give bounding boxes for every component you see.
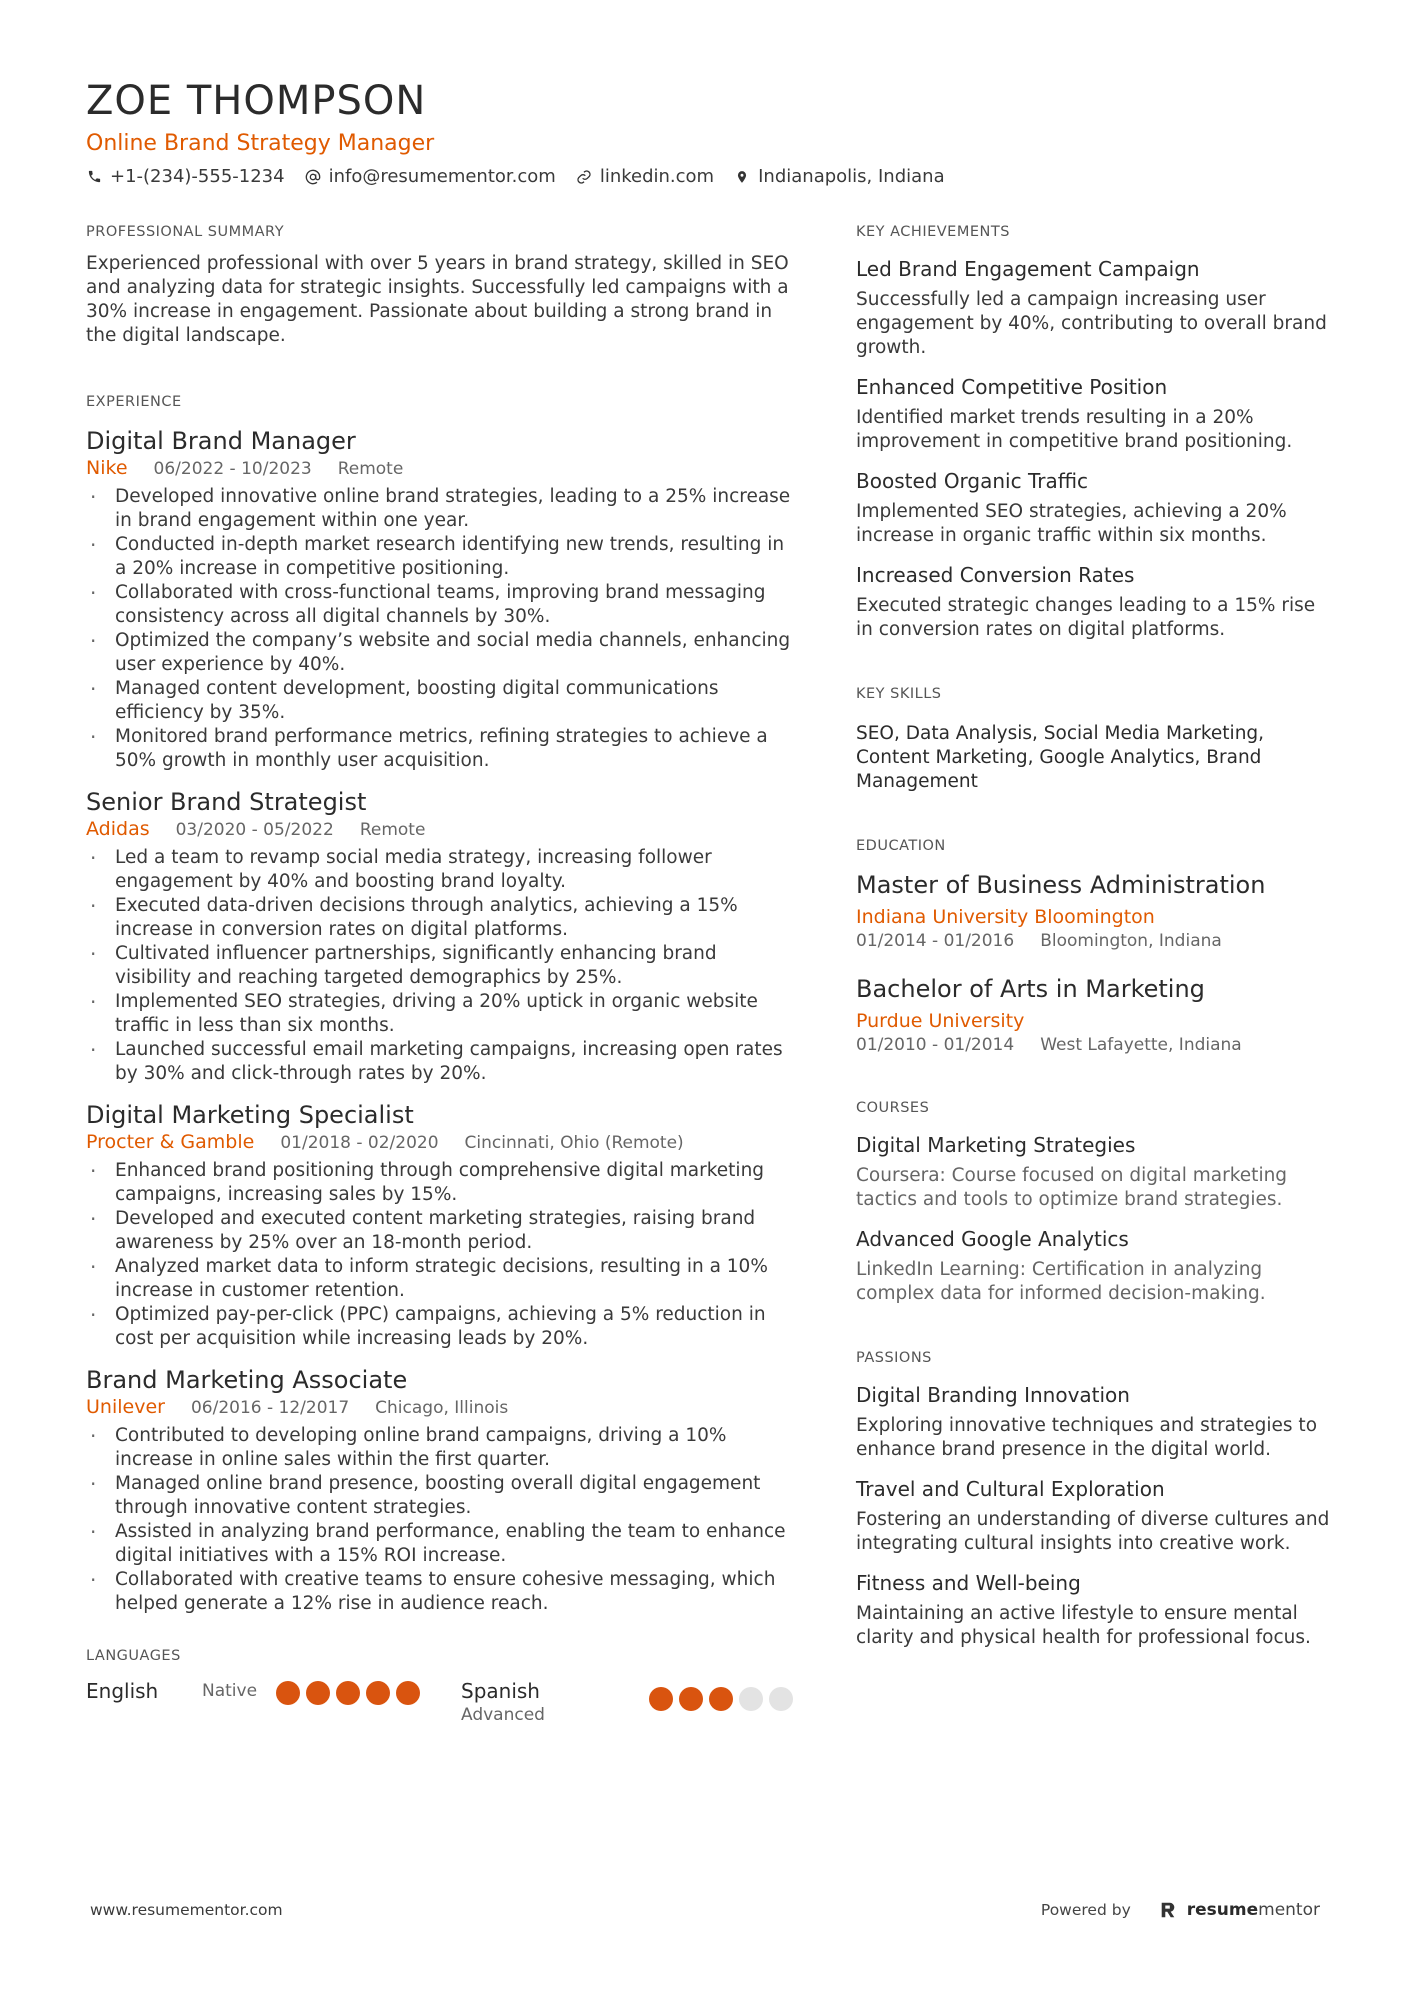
achievement-desc: Executed strategic changes leading to a 15% rise in conversion rates on digital platforms. — [856, 595, 1316, 640]
job-bullet: · Executed data-driven decisions through analytics, achieving a 15% increase in conversion rates on digital platforms. — [86, 894, 796, 942]
courses-section — [856, 1098, 1336, 1306]
job-bullet: · Collaborated with creative teams to ensure cohesive messaging, which helped generate a 12% rise in audience reach. — [86, 1568, 796, 1616]
job-meta — [86, 1395, 796, 1420]
achievement-title: Increased Conversion Rates — [856, 563, 1135, 587]
language-name: Spanish — [461, 1679, 540, 1703]
rating-dot-filled — [366, 1681, 390, 1705]
education-item — [856, 870, 1336, 952]
achievement-desc: Identified market trends resulting in a 20% improvement in competitive brand positioning. — [856, 407, 1293, 452]
rating-dot-filled — [306, 1681, 330, 1705]
education-item — [856, 974, 1336, 1056]
experience-heading: EXPERIENCE — [86, 394, 182, 410]
education-location: Bloomington, Indiana — [1040, 931, 1222, 951]
languages-section — [86, 1646, 796, 1726]
job-bullets — [86, 1159, 796, 1351]
language-rating — [649, 1687, 793, 1711]
job-location: Remote — [359, 820, 426, 840]
achievement-title: Led Brand Engagement Campaign — [856, 257, 1200, 281]
achievement-desc: Successfully led a campaign increasing user engagement by 40%, contributing to overall brand growth. — [856, 289, 1327, 358]
job-location: Cincinnati, Ohio (Remote) — [464, 1133, 684, 1153]
course-item — [856, 1132, 1336, 1212]
course-title: Advanced Google Analytics — [856, 1227, 1129, 1251]
course-desc: LinkedIn Learning: Certification in analyzing complex data for informed decision-making. — [856, 1259, 1266, 1304]
location-pin-icon — [734, 169, 750, 185]
passion-desc: Exploring innovative techniques and strategies to enhance brand presence in the digital world. — [856, 1415, 1318, 1460]
rating-dot-filled — [336, 1681, 360, 1705]
education-dates: 01/2014 - 01/2016 — [856, 931, 1015, 951]
brand-name — [1187, 1900, 1320, 1920]
passion-item — [856, 1382, 1336, 1462]
contact-location — [734, 166, 945, 187]
resumementor-logo-icon — [1159, 1901, 1177, 1919]
course-title: Digital Marketing Strategies — [856, 1133, 1136, 1157]
footer-website-link[interactable]: www.resumementor.com — [90, 1901, 283, 1919]
language-level: Native — [202, 1681, 258, 1701]
summary-heading: PROFESSIONAL SUMMARY — [86, 224, 285, 240]
achievement-desc: Implemented SEO strategies, achieving a 20% increase in organic traffic within six months. — [856, 501, 1287, 546]
footer-brand[interactable] — [1041, 1900, 1320, 1920]
skills-text: SEO, Data Analysis, Social Media Marketing, Content Marketing, Google Analytics, Brand Management — [856, 723, 1265, 792]
job-dates: 03/2020 - 05/2022 — [175, 820, 334, 840]
passion-desc: Maintaining an active lifestyle to ensure mental clarity and physical health for professional focus. — [856, 1603, 1311, 1648]
job-bullet: · Assisted in analyzing brand performance, enabling the team to enhance digital initiatives with a 15% ROI increase. — [86, 1520, 796, 1568]
achievement-title: Boosted Organic Traffic — [856, 469, 1089, 493]
job-bullet: · Optimized pay-per-click (PPC) campaigns, achieving a 5% reduction in cost per acquisition while increasing leads by 20%. — [86, 1303, 796, 1351]
passions-section — [856, 1348, 1336, 1650]
job-entry — [86, 1100, 796, 1351]
job-bullet: · Developed innovative online brand strategies, leading to a 25% increase in brand engagement within one year. — [86, 485, 796, 533]
achievements-section — [856, 222, 1336, 642]
brand-name-thin: mentor — [1258, 1900, 1320, 1920]
education-degree: Bachelor of Arts in Marketing — [856, 975, 1205, 1003]
job-bullet: · Implemented SEO strategies, driving a 20% uptick in organic website traffic in less than six months. — [86, 990, 796, 1038]
contact-bar — [86, 166, 1336, 187]
job-company: Nike — [86, 457, 128, 479]
rating-dot-filled — [649, 1687, 673, 1711]
summary-text: Experienced professional with over 5 years in brand strategy, skilled in SEO and analyzing data for strategic insights. Successfully led campaigns with a 30% increase in engagement. Passionate about building a strong brand in the digital landscape. — [86, 253, 789, 346]
phone-icon — [86, 169, 102, 185]
contact-email[interactable] — [305, 166, 556, 187]
job-bullets — [86, 1424, 796, 1616]
job-bullet: · Cultivated influencer partnerships, significantly enhancing brand visibility and reaching targeted demographics by 25%. — [86, 942, 796, 990]
languages-heading: LANGUAGES — [86, 1648, 181, 1664]
job-company: Adidas — [86, 818, 150, 840]
email-text: info@resumementor.com — [328, 166, 556, 187]
job-bullet: · Led a team to revamp social media strategy, increasing follower engagement by 40% and boosting brand loyalty. — [86, 846, 796, 894]
passions-heading: PASSIONS — [856, 1350, 932, 1366]
summary-section — [86, 222, 796, 348]
job-location: Chicago, Illinois — [375, 1398, 509, 1418]
job-title: Digital Brand Manager — [86, 427, 356, 455]
achievement-item — [856, 256, 1336, 360]
passion-item — [856, 1476, 1336, 1556]
languages-row — [86, 1678, 796, 1726]
achievements-heading: KEY ACHIEVEMENTS — [856, 224, 1010, 240]
job-bullets — [86, 846, 796, 1086]
candidate-name: ZOE THOMPSON — [86, 78, 427, 124]
job-company: Procter & Gamble — [86, 1131, 255, 1153]
job-company: Unilever — [86, 1396, 165, 1418]
education-school: Indiana University Bloomington — [856, 906, 1155, 928]
at-icon — [305, 169, 321, 185]
contact-linkedin[interactable] — [576, 166, 714, 187]
language-item-spanish — [461, 1678, 793, 1726]
passion-title: Travel and Cultural Exploration — [856, 1477, 1165, 1501]
education-dates: 01/2010 - 01/2014 — [856, 1035, 1015, 1055]
course-desc: Coursera: Course focused on digital marketing tactics and tools to optimize brand strategies. — [856, 1165, 1288, 1210]
job-title: Senior Brand Strategist — [86, 788, 367, 816]
job-bullet: · Managed online brand presence, boosting overall digital engagement through innovative content strategies. — [86, 1472, 796, 1520]
education-degree: Master of Business Administration — [856, 871, 1266, 899]
linkedin-text: linkedin.com — [599, 166, 715, 187]
education-heading: EDUCATION — [856, 838, 946, 854]
link-icon — [576, 169, 592, 185]
achievement-title: Enhanced Competitive Position — [856, 375, 1168, 399]
job-bullet: · Monitored brand performance metrics, refining strategies to achieve a 50% growth in monthly user acquisition. — [86, 725, 796, 773]
language-name: English — [86, 1679, 159, 1703]
education-section — [856, 836, 1336, 1056]
left-column — [86, 222, 796, 1726]
job-bullet: · Developed and executed content marketing strategies, raising brand awareness by 25% over an 18-month period. — [86, 1207, 796, 1255]
courses-heading: COURSES — [856, 1100, 930, 1116]
job-meta — [86, 817, 796, 842]
rating-dot-filled — [396, 1681, 420, 1705]
page-footer — [90, 1900, 1320, 1920]
job-meta — [86, 1130, 796, 1155]
education-meta — [856, 1034, 1336, 1056]
job-bullet: · Conducted in-depth market research identifying new trends, resulting in a 20% increase in competitive positioning. — [86, 533, 796, 581]
job-dates: 06/2016 - 12/2017 — [190, 1398, 350, 1418]
language-item-english — [86, 1678, 461, 1705]
job-location: Remote — [337, 459, 404, 479]
rating-dot-empty — [739, 1687, 763, 1711]
job-bullet: · Enhanced brand positioning through comprehensive digital marketing campaigns, increasing sales by 15%. — [86, 1159, 796, 1207]
achievement-item — [856, 562, 1336, 642]
job-bullet: · Launched successful email marketing campaigns, increasing open rates by 30% and click-through rates by 20%. — [86, 1038, 796, 1086]
job-bullet: · Contributed to developing online brand campaigns, driving a 10% increase in online sales within the first quarter. — [86, 1424, 796, 1472]
education-meta — [856, 930, 1336, 952]
language-rating — [276, 1681, 420, 1705]
rating-dot-filled — [276, 1681, 300, 1705]
passion-item — [856, 1570, 1336, 1650]
language-label-stack — [461, 1678, 649, 1726]
job-dates: 01/2018 - 02/2020 — [280, 1133, 439, 1153]
language-level: Advanced — [461, 1705, 545, 1725]
job-entry — [86, 1365, 796, 1616]
job-bullet: · Collaborated with cross-functional teams, improving brand messaging consistency across all digital channels by 30%. — [86, 581, 796, 629]
rating-dot-filled — [679, 1687, 703, 1711]
education-location: West Lafayette, Indiana — [1040, 1035, 1242, 1055]
passion-title: Fitness and Well-being — [856, 1571, 1081, 1595]
job-entry — [86, 426, 796, 773]
experience-section — [86, 392, 796, 1616]
location-text: Indianapolis, Indiana — [758, 166, 945, 187]
brand-name-bold: resume — [1186, 1900, 1259, 1920]
resume-header — [86, 78, 1336, 187]
candidate-title: Online Brand Strategy Manager — [86, 131, 435, 156]
right-column — [856, 222, 1336, 1692]
job-meta — [86, 456, 796, 481]
job-title: Brand Marketing Associate — [86, 1366, 408, 1394]
course-item — [856, 1226, 1336, 1306]
job-title: Digital Marketing Specialist — [86, 1101, 414, 1129]
achievement-item — [856, 468, 1336, 548]
rating-dot-empty — [769, 1687, 793, 1711]
skills-section — [856, 684, 1336, 794]
job-bullet: · Managed content development, boosting digital communications efficiency by 35%. — [86, 677, 796, 725]
powered-by-label: Powered by — [1040, 1901, 1131, 1919]
job-entry — [86, 787, 796, 1086]
education-school: Purdue University — [856, 1010, 1025, 1032]
job-dates: 06/2022 - 10/2023 — [153, 459, 312, 479]
contact-phone[interactable] — [86, 166, 285, 187]
job-bullet: · Analyzed market data to inform strategic decisions, resulting in a 10% increase in customer retention. — [86, 1255, 796, 1303]
phone-text: +1-(234)-555-1234 — [110, 166, 285, 187]
passion-title: Digital Branding Innovation — [856, 1383, 1130, 1407]
job-bullets — [86, 485, 796, 773]
passion-desc: Fostering an understanding of diverse cultures and integrating cultural insights into creative work. — [856, 1509, 1330, 1554]
job-bullet: · Optimized the company’s website and social media channels, enhancing user experience by 40%. — [86, 629, 796, 677]
achievement-item — [856, 374, 1336, 454]
rating-dot-filled — [709, 1687, 733, 1711]
skills-heading: KEY SKILLS — [856, 686, 942, 702]
